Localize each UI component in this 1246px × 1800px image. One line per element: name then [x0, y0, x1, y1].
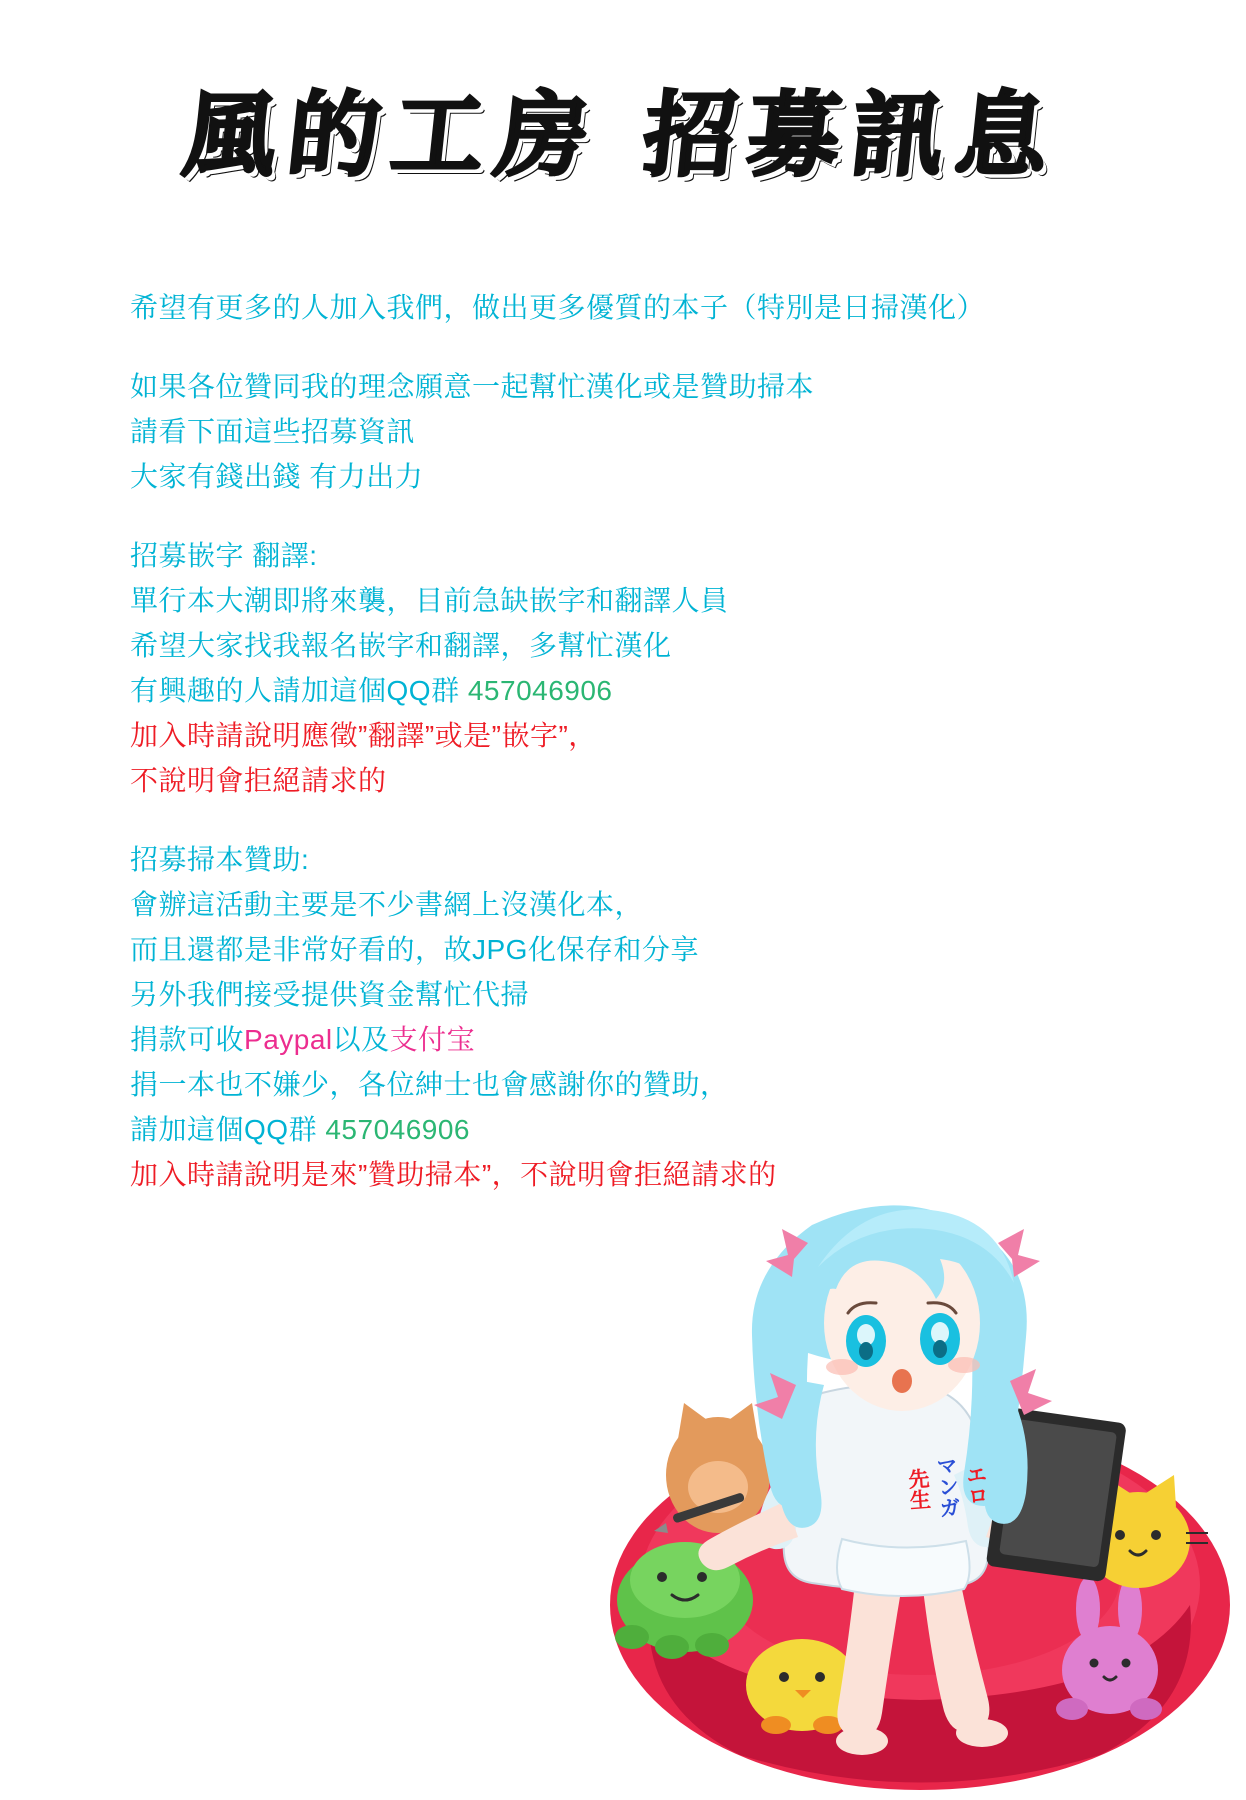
text-segment: 不說明會拒絕請求的: [130, 765, 387, 796]
text-line: [130, 623, 1130, 668]
text-line: [130, 533, 1130, 578]
text-segment: 加入時請說明應徵”翻譯”或是”嵌字”，: [130, 720, 597, 751]
text-line: [130, 927, 1130, 972]
text-segment: 捐款可收: [130, 1024, 245, 1055]
text-segment: 457046906: [317, 1114, 471, 1145]
text-segment: 招募嵌字 翻譯:: [130, 540, 318, 571]
text-line: [130, 578, 1130, 623]
shirt-text-block: [885, 1451, 1009, 1522]
text-segment: 支付宝: [389, 1024, 476, 1055]
text-segment: 加入時請說明是來”贊助掃本”，不說明會拒絕請求的: [130, 1159, 777, 1190]
shirt-text-right: エロ: [962, 1462, 989, 1507]
text-segment: Paypal: [244, 1024, 333, 1055]
text-segment: 457046906: [459, 675, 613, 706]
shirt-text-middle: マンガ: [933, 1454, 961, 1519]
text-line: [130, 409, 1130, 454]
text-line: [130, 1062, 1130, 1107]
text-segment: 以及: [332, 1024, 390, 1055]
text-line: [130, 1017, 1130, 1062]
text-segment: 請看下面這些招募資訊: [130, 416, 416, 447]
text-segment: 另外我們接受提供資金幫忙代掃: [130, 979, 530, 1010]
text-line: [130, 972, 1130, 1017]
text-line: [130, 285, 1130, 330]
paragraph-recruit-scan-sponsor: [130, 837, 1130, 1197]
text-line: [130, 713, 1130, 758]
girl-shorts: [837, 1539, 970, 1596]
text-segment: 會辦這活動主要是不少書網上沒漢化本，: [130, 889, 644, 920]
text-segment: 捐一本也不嫌少，各位紳士也會感謝你的贊助，: [130, 1069, 729, 1100]
text-segment: QQ群: [386, 675, 460, 706]
text-segment: 大家有錢出錢 有力出力: [130, 461, 424, 492]
text-line: [130, 1107, 1130, 1152]
text-segment: 而且還都是非常好看的，故JPG化保存和分享: [130, 934, 699, 965]
paragraph-concept: [130, 364, 1130, 499]
page-title: 風的工房 招募訊息: [178, 82, 1066, 189]
text-segment: 有興趣的人請加這個: [130, 675, 387, 706]
text-line: [130, 668, 1130, 713]
paragraph-recruit-typeset-translate: [130, 533, 1130, 803]
paragraph-intro: [130, 285, 1130, 330]
text-line: [130, 882, 1130, 927]
text-line: [130, 454, 1130, 499]
text-line: [130, 758, 1130, 803]
text-line: [130, 837, 1130, 882]
text-line: [130, 364, 1130, 409]
text-segment: 希望有更多的人加入我們，做出更多優質的本子（特別是日掃漢化）: [130, 292, 986, 323]
text-segment: 單行本大潮即將來襲，目前急缺嵌字和翻譯人員: [130, 585, 729, 616]
text-segment: QQ群: [244, 1114, 318, 1145]
recruitment-body-text: [130, 285, 1130, 1231]
text-segment: 招募掃本贊助:: [130, 844, 310, 875]
text-segment: 如果各位贊同我的理念願意一起幫忙漢化或是贊助掃本: [130, 371, 815, 402]
page-title-block: [0, 62, 1246, 194]
text-segment: 希望大家找我報名嵌字和翻譯，多幫忙漢化: [130, 630, 672, 661]
text-segment: 請加這個: [130, 1114, 245, 1145]
shirt-text-left: 先生: [905, 1466, 932, 1511]
